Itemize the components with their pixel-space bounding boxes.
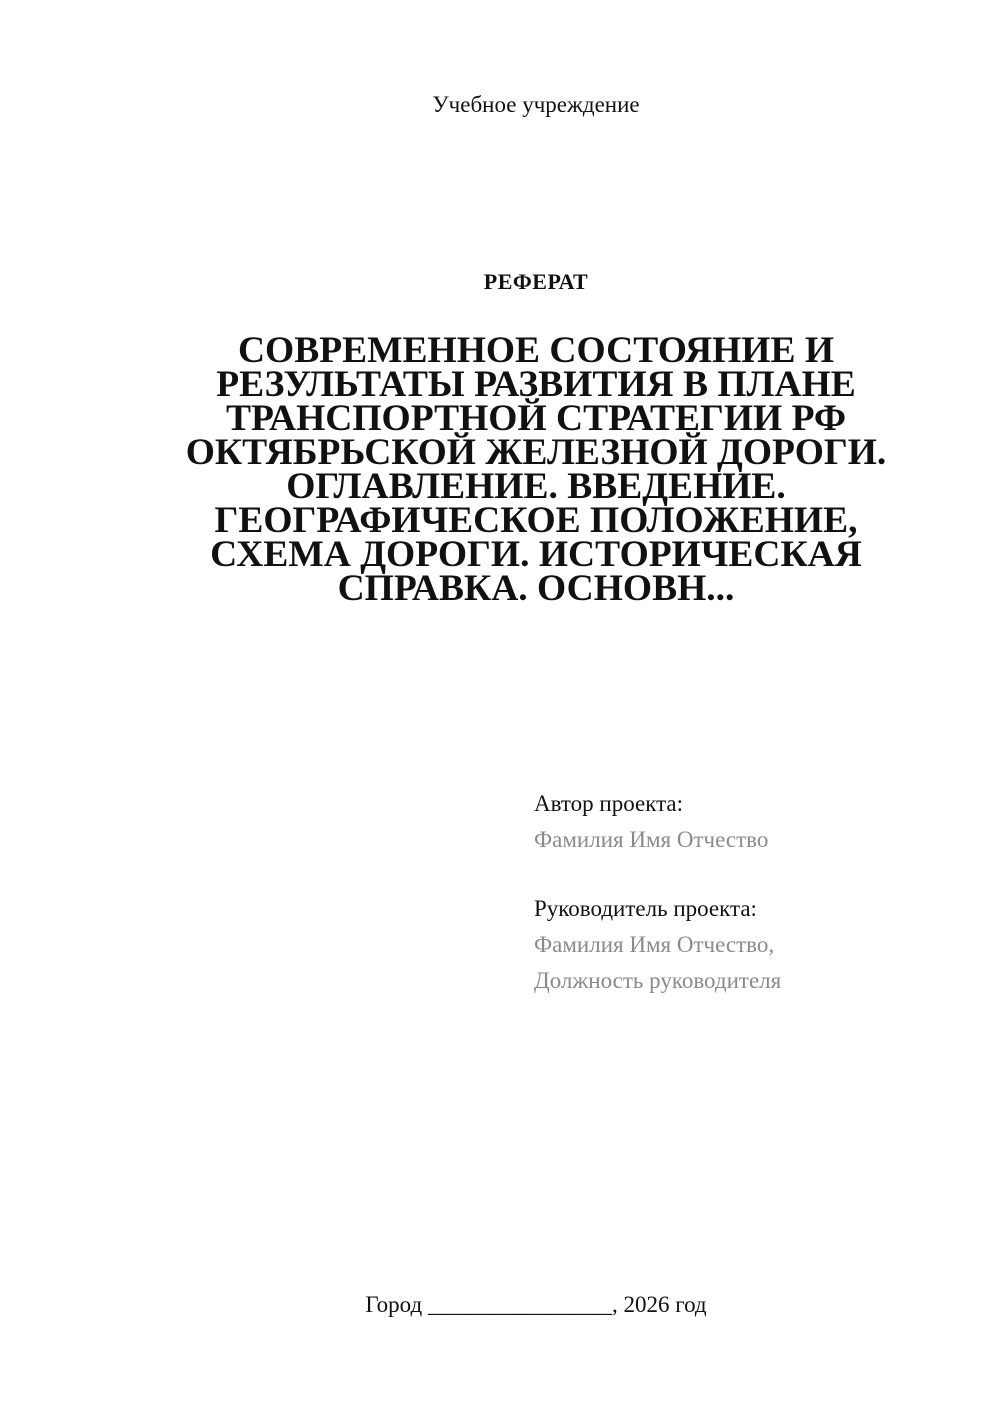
supervisor-position: Должность руководителя — [534, 968, 782, 993]
title-line: СОВРЕМЕННОЕ СОСТОЯНИЕ И — [237, 330, 835, 371]
title-line: СХЕМА ДОРОГИ. ИСТОРИЧЕСКАЯ — [210, 534, 862, 575]
document-title — [120, 330, 952, 609]
author-label: Автор проекта: — [534, 791, 683, 816]
title-line: ОКТЯБРЬСКОЙ ЖЕЛЕЗНОЙ ДОРОГИ. — [185, 432, 887, 473]
supervisor-name: Фамилия Имя Отчество, — [534, 932, 775, 957]
institution-name: Учебное учреждение — [432, 92, 640, 117]
supervisor-label: Руководитель проекта: — [534, 896, 757, 921]
supervisor-block — [534, 891, 954, 999]
title-line: РЕЗУЛЬТАТЫ РАЗВИТИЯ В ПЛАНЕ — [216, 364, 856, 405]
author-name: Фамилия Имя Отчество — [534, 827, 769, 852]
document-type: РЕФЕРАТ — [483, 269, 589, 294]
title-line: ГЕОГРАФИЧЕСКОЕ ПОЛОЖЕНИЕ, — [214, 500, 858, 541]
city-year-line: Город ________________, 2026 год — [365, 1292, 707, 1317]
title-line: СПРАВКА. ОСНОВН... — [337, 568, 735, 609]
author-block — [534, 786, 954, 858]
title-line: ТРАНСПОРТНОЙ СТРАТЕГИИ РФ — [225, 398, 847, 439]
title-line: ОГЛАВЛЕНИЕ. ВВЕДЕНИЕ. — [286, 466, 786, 507]
